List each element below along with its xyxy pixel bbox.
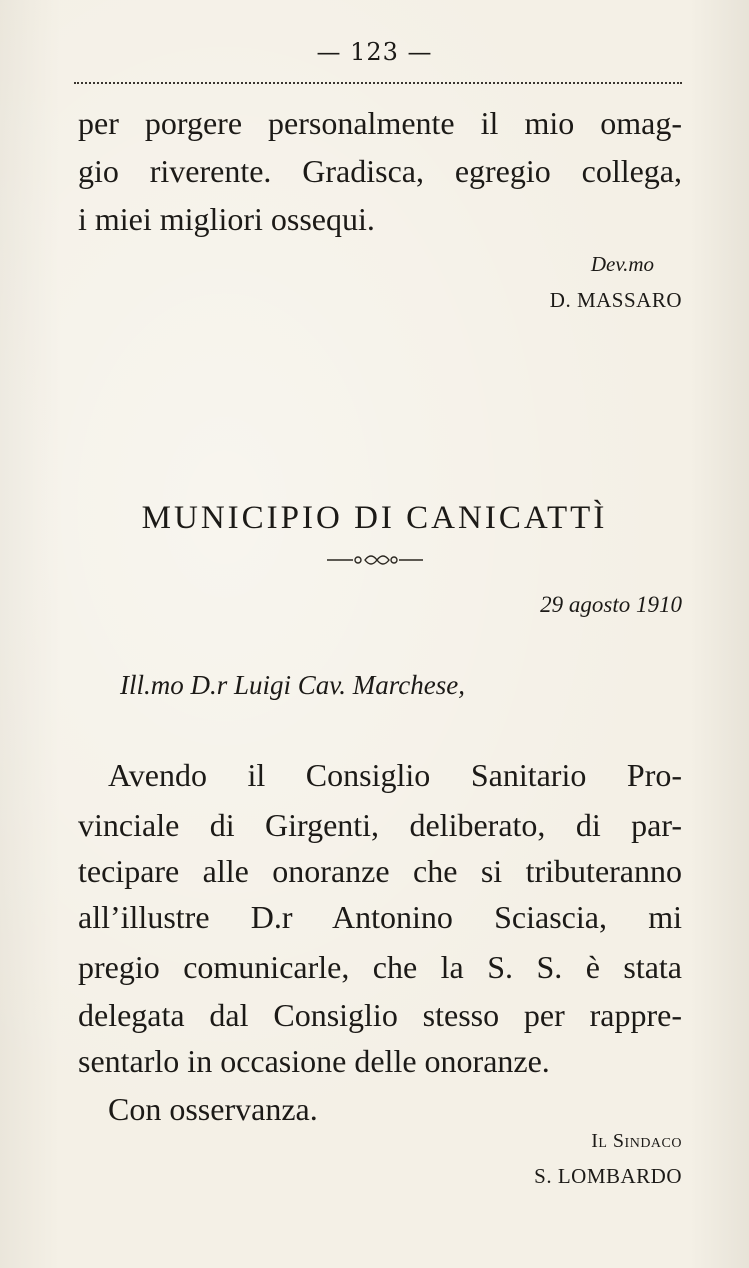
letter-salutation: Ill.mo D.r Luigi Cav. Marchese, [120, 670, 465, 700]
letter-body-line-3: tecipare alle onoranze che si tributeranno [78, 853, 682, 889]
previous-letter-signature: D. MASSARO [549, 288, 682, 312]
previous-letter-closing: Dev.mo [590, 252, 654, 276]
letter-date: 29 agosto 1910 [540, 592, 682, 617]
ornament-icon [325, 548, 425, 572]
previous-letter-line-2: gio riverente. Gradisca, egregio collega, [78, 153, 682, 189]
letter-body-line-5: pregio comunicarle, che la S. S. è stata [78, 949, 682, 985]
letter-body-line-1: Avendo il Consiglio Sanitario Pro- [108, 757, 682, 793]
letter-body-line-6: delegata dal Consiglio stesso per rappre- [78, 997, 682, 1033]
letter-heading: MUNICIPIO DI CANICATTÌ [141, 500, 608, 536]
letter-closing: Con osservanza. [108, 1091, 318, 1127]
previous-letter-line-1: per porgere personalmente il mio omag- [78, 105, 682, 141]
page-number: — 123 — [316, 38, 433, 66]
previous-letter-line-3: i miei migliori ossequi. [78, 201, 375, 237]
signer-name: S. LOMBARDO [534, 1164, 682, 1188]
letter-body-line-4: all’illustre D.r Antonino Sciascia, mi [78, 899, 682, 935]
dotted-divider [74, 82, 682, 84]
letter-body-line-7: sentarlo in occasione delle onoranze. [78, 1043, 550, 1079]
signer-title: Il Sindaco [591, 1130, 682, 1152]
letter-body-line-2: vinciale di Girgenti, deliberato, di par- [78, 807, 682, 843]
